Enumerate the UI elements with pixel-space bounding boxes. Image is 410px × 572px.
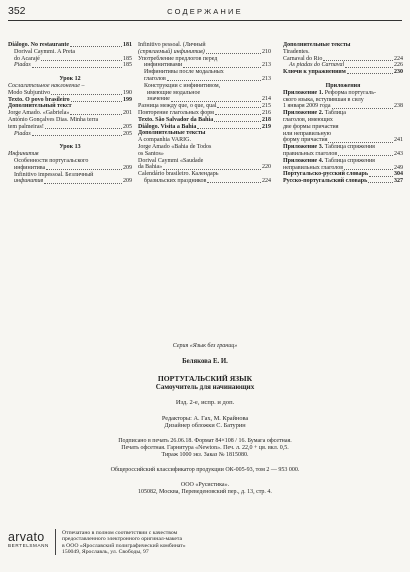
toc-entry-text: Ключи к упражнениям xyxy=(283,69,346,76)
toc-page-number: 218 xyxy=(262,116,271,123)
toc-entry xyxy=(138,124,271,131)
toc-entry-line xyxy=(138,171,271,178)
toc-entry-text: Texto. O povo brasileiro xyxy=(8,96,70,103)
toc-entry-line xyxy=(8,49,132,56)
toc-entry-line xyxy=(283,117,403,124)
toc-gap xyxy=(8,137,132,142)
toc-entry-line xyxy=(283,49,403,56)
toc-entry-text: Особенности португальского xyxy=(14,157,89,164)
toc-page-number: 185 xyxy=(123,55,132,62)
toc-entry-line xyxy=(138,69,271,76)
toc-entry-line xyxy=(8,83,132,90)
toc-entry-text: бразильских праздников xyxy=(144,177,207,184)
toc-entry-line xyxy=(138,158,271,165)
toc-entry xyxy=(8,110,132,117)
toc-entry xyxy=(283,69,403,76)
toc-page-number: 215 xyxy=(262,103,271,110)
toc-page-number: 213 xyxy=(262,75,271,82)
toc-entry-text: Дополнительные тексты xyxy=(283,42,351,48)
toc-entry-text: Infinitivo pessoal. (Личный xyxy=(138,42,206,48)
toc-entry-line xyxy=(138,83,271,90)
toc-entry-text: 1 января 2009 года xyxy=(283,103,331,110)
toc-entry-text: Calendário brasileiro. Календарь xyxy=(138,171,219,178)
toc-entry-text: ского языка, вступившая в силу xyxy=(283,96,364,103)
toc-entry-text: значение xyxy=(147,96,170,103)
toc-entry xyxy=(138,103,271,110)
toc-entry xyxy=(8,90,132,97)
dot-leader xyxy=(328,142,393,143)
toc-entry-text: глаголов xyxy=(144,75,166,82)
toc-page-number: 241 xyxy=(394,137,403,144)
toc-page-number: 205 xyxy=(123,130,132,137)
toc-entry-text: Дополнительный текст xyxy=(8,103,72,110)
publisher-name: ООО «Русистика». xyxy=(180,481,230,488)
dot-leader xyxy=(344,169,393,170)
toc-section-heading: Приложения xyxy=(325,82,361,89)
dot-leader xyxy=(338,155,393,156)
toc-page-number: 213 xyxy=(262,62,271,69)
toc-entry-text: (спрягаемый) инфинитив) xyxy=(138,48,205,55)
toc-page-number: 201 xyxy=(123,110,132,117)
dot-leader xyxy=(41,60,122,61)
dot-leader xyxy=(71,101,122,102)
toc-entry xyxy=(8,56,132,63)
toc-section-heading: Урок 12 xyxy=(59,76,81,83)
toc-entry-text: Piadas xyxy=(14,62,31,69)
book-title: ПОРТУГАЛЬСКИЙ ЯЗЫК xyxy=(157,373,253,383)
edition-line: Изд. 2-е, испр. и доп. xyxy=(175,399,235,407)
toc-entry-text: имеющие модальное xyxy=(147,89,201,96)
toc-entry-line xyxy=(138,42,271,49)
toc-entry-line xyxy=(283,124,403,131)
toc-page-number: 224 xyxy=(394,55,403,62)
toc-entry-text: Infinitivo impessoal. Безличный xyxy=(14,171,94,178)
dot-leader xyxy=(323,60,393,61)
toc-entry-text: инфинитивами xyxy=(144,62,183,69)
imprint-block xyxy=(8,343,402,496)
toc-page-number: 230 xyxy=(394,69,403,76)
dot-leader xyxy=(207,182,261,183)
toc-entry xyxy=(138,110,271,117)
dot-leader xyxy=(46,169,122,170)
toc-page-number: 224 xyxy=(262,177,271,184)
toc-entry-text: António Gonçalves Dias. Minha terra xyxy=(8,116,99,123)
toc-entry xyxy=(138,178,271,185)
toc-entry-text: глаголов, имеющих xyxy=(283,116,333,123)
toc-page-number: 209 xyxy=(123,178,132,185)
toc-entry xyxy=(283,56,403,63)
dot-leader xyxy=(51,94,122,95)
dot-leader xyxy=(215,114,261,115)
classifier-line: Общероссийский классификатор продукции ОК-005-93, том 2 — 953 000. xyxy=(110,466,300,473)
toc-entry-text: Piadas xyxy=(14,130,31,137)
toc-entry-text: правильных глаголов xyxy=(283,150,338,157)
author-name: Белякова Е. И. xyxy=(182,358,228,366)
dot-leader xyxy=(183,67,261,68)
dot-leader xyxy=(163,169,261,170)
toc-page-number: 219 xyxy=(262,123,271,130)
dot-leader xyxy=(332,108,393,109)
dot-leader xyxy=(197,128,261,129)
toc-entry xyxy=(138,117,271,124)
toc-entry-line xyxy=(138,144,271,151)
toc-page-number: 304 xyxy=(394,171,403,178)
toc-entry-text: Dorival Caymmi «Saudade xyxy=(138,157,204,164)
book-subtitle: Самоучитель для начинающих xyxy=(155,382,255,391)
toc-entry-text: Дополнительные тексты xyxy=(138,130,206,137)
toc-entry-text: две формы причастия xyxy=(283,123,339,130)
toc-entry-line xyxy=(138,151,271,158)
logo-divider xyxy=(55,529,56,555)
toc-entry xyxy=(283,62,403,69)
toc-page-number: 190 xyxy=(123,89,132,96)
toc-entry-text: os Santos» xyxy=(138,150,164,157)
arvato-logo xyxy=(8,530,49,548)
dot-leader xyxy=(214,121,261,122)
toc-entry xyxy=(138,49,271,56)
toc-entry xyxy=(283,151,403,158)
toc-entry-text: Повторение глагольных форм xyxy=(138,109,214,116)
dot-leader xyxy=(32,67,122,68)
toc-entry-text: Tiradentes. xyxy=(283,48,310,55)
toc-page-number: 181 xyxy=(123,42,132,48)
dot-leader xyxy=(171,101,261,102)
toc-entry-text: Приложение 4. Таблица спряжения xyxy=(283,157,375,164)
toc-entry-line xyxy=(283,97,403,104)
toc-column-1 xyxy=(8,42,132,185)
toc-entry-text: Русско-португальский словарь xyxy=(283,178,368,185)
toc-entry-text: или неправильную xyxy=(283,130,332,137)
toc-entry-text: инфинитив xyxy=(14,178,44,185)
printer-info xyxy=(62,530,372,556)
toc-entry-line xyxy=(138,90,271,97)
toc-entry-line xyxy=(283,110,403,117)
series-name: Серия «Язык без границ» xyxy=(172,343,238,349)
toc-entry xyxy=(283,178,403,185)
printer-line-2: предоставленного электронного оригинал-макета xyxy=(62,536,182,543)
dot-leader xyxy=(70,114,122,115)
toc-entry xyxy=(138,164,271,171)
toc-entry-line xyxy=(8,158,132,165)
toc-entry-text: Dorival Caymmi. A Preta xyxy=(14,48,75,55)
toc-page-number: 185 xyxy=(123,62,132,69)
toc-entry-text: A companhia VARIG. xyxy=(138,137,191,144)
dot-leader xyxy=(347,73,393,74)
toc-entry-text: Разница между que, o que, qual xyxy=(138,103,217,110)
print-info-3: Тираж 1000 экз. Заказ № 1815080. xyxy=(161,451,249,458)
toc-section-heading: Урок 13 xyxy=(59,144,81,151)
toc-entry xyxy=(8,42,132,49)
editors-line: Редакторы: А. Гах, М. Крайнова xyxy=(161,414,249,422)
toc-entry xyxy=(8,178,132,185)
toc-entry-text: инфинитива xyxy=(14,164,46,171)
printer-line-1: Отпечатано в полном соответствии с качеством xyxy=(62,530,178,536)
toc-entry xyxy=(138,96,271,103)
dot-leader xyxy=(167,80,261,81)
toc-entry-text: Diálogo. No restaurante xyxy=(8,42,70,48)
toc-entry-text: Carnaval do Rio xyxy=(283,55,323,62)
toc-page-number: 327 xyxy=(394,178,403,185)
logo-sub: BERTELSMANN xyxy=(8,543,49,548)
dot-leader xyxy=(45,128,122,129)
toc-entry-line xyxy=(8,151,132,158)
toc-entry-line xyxy=(8,117,132,124)
toc-entry xyxy=(8,165,132,172)
toc-entry-line xyxy=(283,158,403,165)
toc-entry-text: do Acarajé xyxy=(14,55,40,62)
toc-entry-text: Modo Subjuntivo xyxy=(8,89,51,96)
toc-entry-text: tem palmeiras! xyxy=(8,123,44,130)
toc-entry-text: Инфинитив xyxy=(8,151,39,158)
toc-page-number: 220 xyxy=(262,164,271,171)
dot-leader xyxy=(44,183,122,184)
print-info-1: Подписано в печать 26.06.18. Формат 84×108 / 16. Бумага офсетная. xyxy=(118,437,292,444)
toc-entry xyxy=(8,62,132,69)
toc-page-number: 249 xyxy=(394,164,403,171)
toc-entry-text: Jorge Amado «Bahia de Todos xyxy=(138,143,212,150)
toc-entry xyxy=(8,124,132,131)
toc-entry-text: неправильных глаголов xyxy=(283,164,344,171)
print-info-2: Печать офсетная. Гарнитура «Newton». Печ. л. 22,0 + цв. вкл. 0,5. xyxy=(121,444,289,451)
printer-line-3: в ООО «Ярославский полиграфический комбинат» xyxy=(62,542,186,549)
toc-entry-text: форму причастия xyxy=(283,137,328,144)
toc-entry-text: Приложение 1. Реформа португаль- xyxy=(283,89,376,96)
running-title: СОДЕРЖАНИЕ xyxy=(167,7,243,16)
toc-gap xyxy=(283,76,403,81)
toc-entry-text: As piadas do Carnaval xyxy=(289,62,345,69)
header-rule xyxy=(8,20,402,21)
toc-entry xyxy=(8,131,132,138)
toc-entry-text: Инфинитивы после модальных xyxy=(144,69,224,76)
dot-leader xyxy=(206,53,261,54)
toc-entry-text: Употребление предлогов перед xyxy=(138,55,218,62)
toc-entry-text: Приложение 2. Таблица xyxy=(283,110,346,117)
toc-entry-text: Приложение 3. Таблица спряжения xyxy=(283,144,375,151)
toc-entry xyxy=(138,76,271,83)
toc-entry-text: Португальско-русский словарь xyxy=(283,171,369,178)
toc-entry-line xyxy=(8,103,132,110)
toc-entry-text: Diálogo. Visita a Bahia xyxy=(138,123,197,130)
dot-leader xyxy=(217,107,261,108)
toc-entry-line xyxy=(283,90,403,97)
toc-page-number: 210 xyxy=(262,48,271,55)
toc-page-number: 216 xyxy=(262,109,271,116)
toc-column-3 xyxy=(283,42,403,185)
toc-page-number: 243 xyxy=(394,150,403,157)
toc-page-number: 209 xyxy=(123,164,132,171)
toc-entry-text: Конструкции с инфинитивом, xyxy=(144,82,221,89)
toc-entry-text: Jorge Amado. «Gabriela» xyxy=(8,110,70,117)
designer-line: Дизайнер обложки С. Батурин xyxy=(164,422,246,430)
running-header xyxy=(8,5,402,19)
dot-leader xyxy=(345,67,393,68)
publisher-address: 105082, Москва, Переведеновский пер., д. 13, стр. 4. xyxy=(138,488,272,495)
dot-leader xyxy=(368,182,393,183)
toc-entry-line xyxy=(138,130,271,137)
toc-entry-line xyxy=(283,42,403,49)
dot-leader xyxy=(32,135,122,136)
toc-column-2 xyxy=(138,42,271,185)
page-number: 352 xyxy=(8,5,26,17)
toc-entry-text: Сослагательное наклонение – xyxy=(8,82,85,89)
dot-leader xyxy=(369,176,393,177)
toc-entry-text: da Bahia» xyxy=(138,164,163,171)
toc-page-number: 214 xyxy=(262,96,271,103)
toc-page-number: 238 xyxy=(394,103,403,110)
toc-entry-text: Texto. São Salvador da Bahia xyxy=(138,116,214,123)
toc-gap xyxy=(8,69,132,74)
logo-word: arvato xyxy=(8,530,45,544)
toc-page-number: 199 xyxy=(123,96,132,103)
printer-line-4: 150049, Ярославль, ул. Свободы, 97 xyxy=(62,549,149,556)
toc-entry-line xyxy=(283,144,403,151)
toc-page-number: 226 xyxy=(394,62,403,69)
dot-leader xyxy=(70,46,122,47)
toc-page-number: 205 xyxy=(123,123,132,130)
toc-entry-line xyxy=(138,137,271,144)
